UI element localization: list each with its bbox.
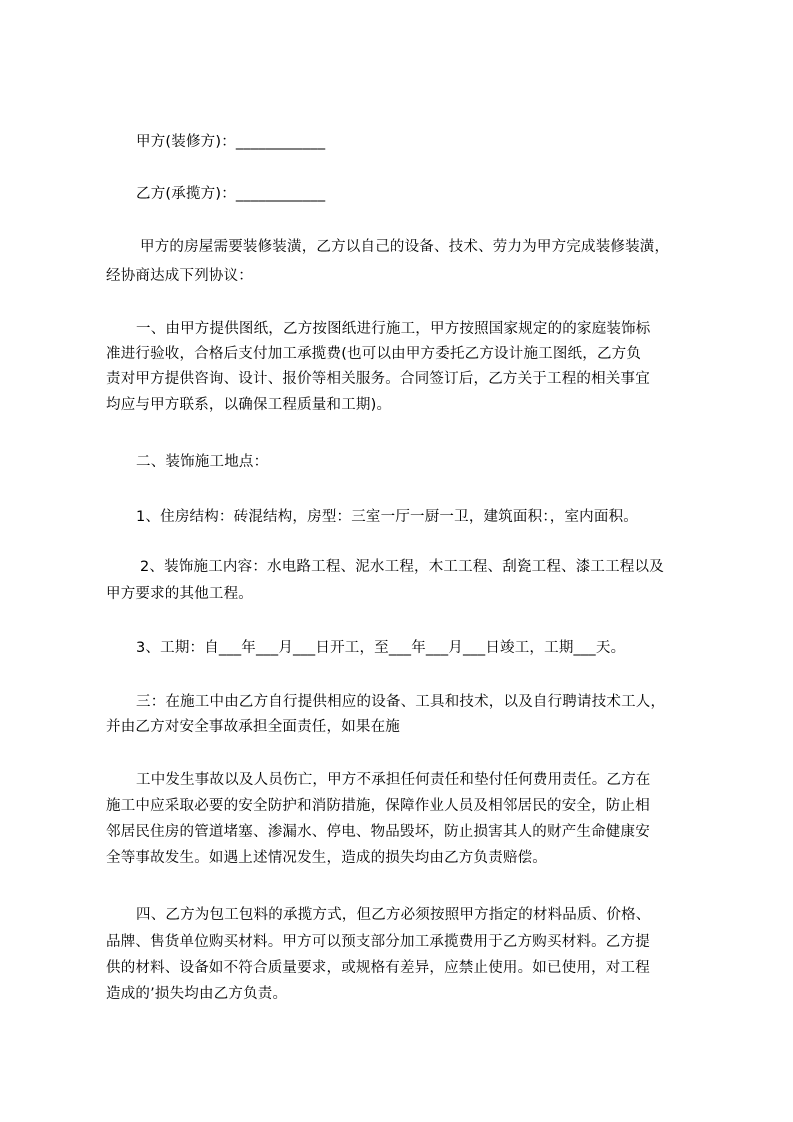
clause-4-line-1: 四、乙方为包工包料的承揽方式，但乙方必须按照甲方指定的材料品质、价格、 (136, 907, 651, 923)
item-2-line-2: 甲方要求的其他工程。 (106, 586, 253, 602)
clause-1-line-1: 一、由甲方提供图纸，乙方按图纸进行施工，甲方按照国家规定的的家庭装饰标 (136, 321, 651, 337)
item-3-line: 3、工期：自___年___月___日开工，至___年___月___日竣工，工期___天。 (136, 640, 626, 656)
party-b-line: 乙方(承揽方)：____________ (136, 186, 326, 202)
clause-1-line-3: 责对甲方提供咨询、设计、报价等相关服务。合同签订后，乙方关于工程的相关事宜 (106, 371, 650, 387)
clause-1-line-2: 准进行验收，合格后支付加工承揽费(也可以由甲方委托乙方设计施工图纸，乙方负 (106, 346, 642, 362)
clause-3-cont-line-3: 邻居民住房的管道堵塞、渗漏水、停电、物品毁坏，防止损害其人的财产生命健康安 (106, 824, 650, 840)
clause-2-title: 二、装饰施工地点： (136, 454, 269, 470)
clause-3-cont-line-1: 工中发生事故以及人员伤亡，甲方不承担任何责任和垫付任何费用责任。乙方在 (136, 772, 651, 788)
clause-3-cont-line-4: 全等事故发生。如遇上述情况发生，造成的损失均由乙方负责赔偿。 (106, 850, 547, 866)
clause-4-line-3: 供的材料、设备如不符合质量要求，或规格有差异，应禁止使用。如已使用，对工程 (106, 960, 650, 976)
intro-line-1: 甲方的房屋需要装修装潢，乙方以自己的设备、技术、劳力为甲方完成装修装潢， (140, 239, 670, 255)
party-a-line: 甲方(装修方)：____________ (136, 134, 326, 150)
clause-4-line-2: 品牌、售货单位购买材料。甲方可以预支部分加工承揽费用于乙方购买材料。乙方提 (106, 934, 650, 950)
item-1-line: 1、住房结构：砖混结构，房型：三室一厅一厨一卫，建筑面积：，室内面积。 (136, 509, 638, 525)
intro-line-2: 经协商达成下列协议： (106, 268, 253, 284)
clause-1-line-4: 均应与甲方联系，以确保工程质量和工期)。 (106, 397, 392, 413)
clause-4-line-4: 造成的’损失均由乙方负责。 (106, 986, 288, 1002)
clause-3-line-2: 并由乙方对安全事故承担全面责任，如果在施 (106, 719, 400, 735)
item-2-line-1: 2、装饰施工内容：水电路工程、泥水工程，木工工程、刮瓷工程、漆工工程以及 (140, 559, 664, 575)
clause-3-cont-line-2: 施工中应采取必要的安全防护和消防措施，保障作业人员及相邻居民的安全，防止相 (106, 798, 650, 814)
clause-3-line-1: 三：在施工中由乙方自行提供相应的设备、工具和技术，以及自行聘请技术工人， (136, 694, 666, 710)
